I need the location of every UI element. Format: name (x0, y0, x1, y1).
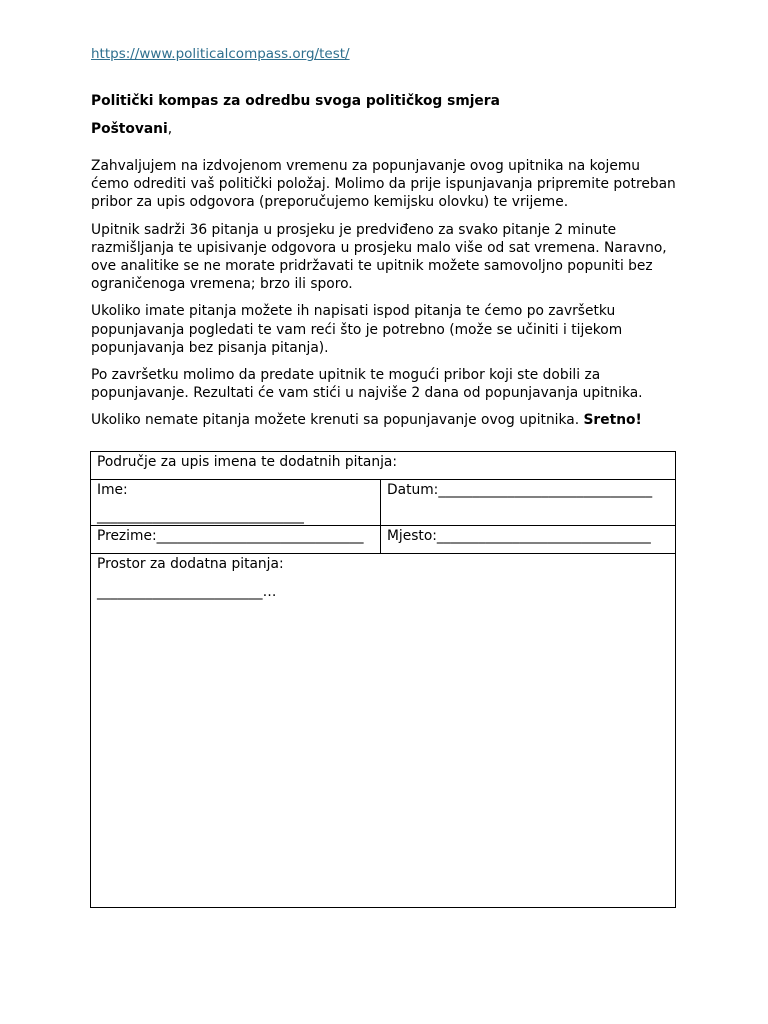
prezime-cell[interactable] (91, 526, 381, 554)
form-header-cell (91, 452, 676, 480)
ime-cell[interactable] (91, 480, 381, 526)
paragraph-5 (91, 411, 681, 429)
info-form-table (90, 451, 676, 908)
url-link[interactable]: https://www.politicalcompass.org/test/ (91, 46, 350, 62)
document-title: Politički kompas za odredbu svoga političkog smjera (91, 93, 500, 109)
mjesto-cell[interactable] (381, 526, 676, 554)
paragraph-4: Po završetku molimo da predate upitnik te mogući pribor koji ste dobili za popunjavanje. Rezultati će vam stići u najviše 2 dana od popunjavanja upitnika. (91, 367, 643, 402)
ime-label: Ime: (97, 482, 128, 498)
paragraph-5-bold: Sretno! (583, 412, 642, 429)
prostor-cell[interactable] (91, 554, 676, 908)
prezime-field: Prezime:______________________________ (97, 528, 364, 544)
greeting-punct: , (167, 121, 173, 137)
paragraph-5-text: Ukoliko nemate pitanja možete krenuti sa popunjavanje ovog upitnika. (91, 412, 580, 429)
document-page (91, 44, 681, 430)
datum-cell[interactable] (381, 480, 676, 526)
paragraph-1: Zahvaljujem na izdvojenom vremenu za popunjavanje ovog upitnika na kojemu ćemo odrediti vaš politički položaj. Molimo da prije ispunjavanja pripremite potreban pribor za upis odgovora (preporučujemo kemijsku olovku) te vrijeme. (91, 158, 676, 211)
paragraph-3: Ukoliko imate pitanja možete ih napisati ispod pitanja te ćemo po završetku popunjavanja pogledati te vam reći što je potrebno (može se učiniti i tijekom popunjavanja bez pisanja pitanja). (91, 303, 623, 356)
greeting-word: Poštovani (91, 121, 168, 137)
greeting (91, 119, 681, 139)
paragraph-2: Upitnik sadrži 36 pitanja u prosjeku je predviđeno za svako pitanje 2 minute razmišljanja te upisivanje odgovora u prosjeku malo više od sat vremena. Naravno, ove analitike se ne morate pridržavati te upitnik možete samovoljno popuniti bez ograničenoga vremena; brzo ili sporo. (91, 221, 667, 293)
mjesto-field: Mjesto:_______________________________ (387, 528, 651, 544)
prostor-label: Prostor za dodatna pitanja: (97, 556, 284, 572)
datum-field: Datum:_______________________________ (387, 482, 653, 498)
prostor-line: ________________________… (97, 584, 277, 600)
ime-line: ______________________________ (97, 508, 304, 524)
form-header: Područje za upis imena te dodatnih pitanja: (97, 454, 398, 470)
